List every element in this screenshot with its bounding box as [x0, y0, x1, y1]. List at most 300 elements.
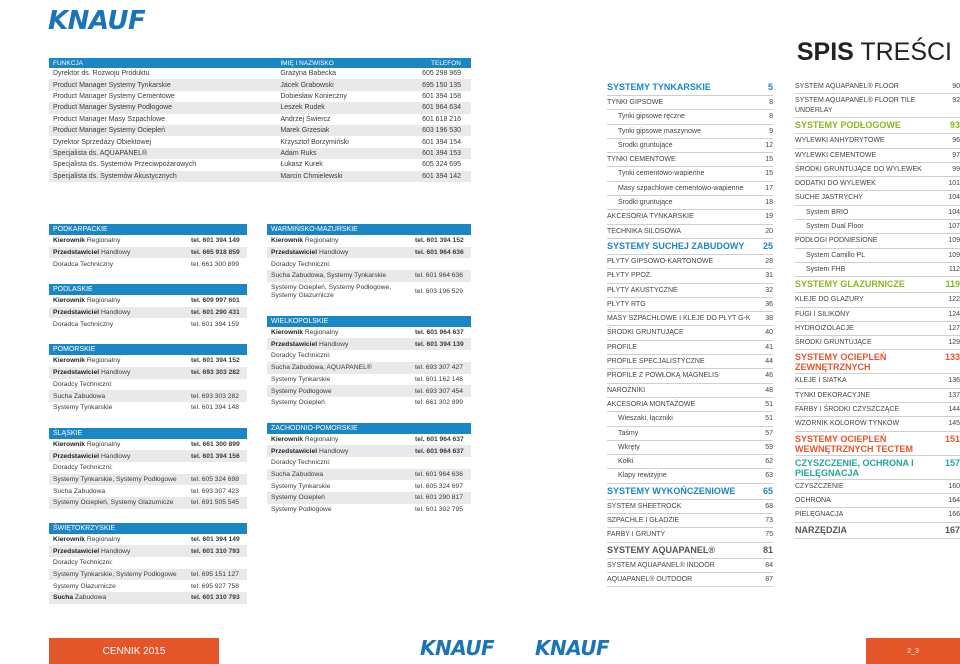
- region-label-text: Handlowy: [317, 249, 349, 257]
- toc-entry: [607, 369, 773, 383]
- toc-entry-title: System BRIO: [806, 208, 849, 216]
- region-phone: tel. 601 394 156: [191, 452, 240, 460]
- toc-entry: [795, 322, 960, 336]
- toc-entry: [795, 336, 960, 350]
- toc-entry: [795, 177, 960, 191]
- region-label-text: Systemy Tynkarskie, Systemy Podłogowe: [53, 475, 177, 483]
- toc-entry: [607, 255, 773, 269]
- region-row: [49, 557, 247, 569]
- region-row: [267, 434, 471, 446]
- region-phone: tel. 665 918 859: [191, 249, 240, 257]
- toc-entry-page: 97: [952, 151, 960, 159]
- region-name: PODLASKIE: [49, 284, 247, 295]
- toc-entry-title: CZYSZCZENIE, OCHRONA I PIELĘGNACJA: [795, 457, 914, 478]
- region-phone: tel. 691 505 545: [191, 499, 239, 507]
- toc-entry: [795, 206, 960, 220]
- toc-entry-title: Taśmy: [618, 429, 639, 437]
- toc-entry-page: 166: [948, 511, 960, 519]
- table-cell: Marcin Chmielewski: [276, 171, 391, 182]
- table-cell: Łukasz Kurek: [280, 161, 323, 169]
- region-phone: tel. 609 997 601: [191, 297, 240, 305]
- toc-entry-page: 59: [765, 443, 773, 451]
- region-label-text: Systemy Tynkarskie: [271, 375, 331, 383]
- region-label-bold: Kierownik: [53, 536, 85, 544]
- toc-entry-page: 104: [948, 194, 960, 202]
- toc-entry: [607, 284, 773, 298]
- region-label-bold: Przedstawiciel: [271, 249, 318, 257]
- toc-entry-title: TYNKI CEMENTOWE: [607, 156, 676, 164]
- table-cell: Specjalista ds. AQUAPANEL®: [49, 148, 276, 159]
- region-label-text: Regionalny: [84, 357, 121, 365]
- toc-entry: [795, 389, 960, 403]
- region-row: [267, 457, 471, 469]
- region-label: [53, 536, 120, 543]
- region-label-text: Systemy Ociepleń, Systemy Glazurnicze: [53, 499, 174, 507]
- table-row: [49, 171, 471, 182]
- toc-entry-page: 107: [948, 223, 960, 231]
- toc-entry: [795, 220, 960, 234]
- region-phone: tel. 601 162 148: [415, 375, 463, 383]
- region-label-text: Zabudowa: [73, 594, 107, 602]
- table-cell: 601 618 216: [422, 115, 461, 123]
- region-label: [271, 388, 332, 395]
- table-cell: 601 394 158: [422, 92, 461, 100]
- toc-entry-page: 96: [952, 137, 960, 145]
- region-label: [271, 364, 372, 371]
- region-row: [267, 338, 471, 350]
- toc-entry-title: ŚRODKI GRUNTUJĄCE DO WYLEWEK: [795, 165, 922, 173]
- toc-entry: [795, 163, 960, 177]
- region-row: [49, 474, 247, 486]
- region-label: [271, 448, 348, 455]
- toc-entry: [795, 308, 960, 322]
- region-label: [271, 483, 330, 490]
- region-label: [53, 321, 113, 328]
- region-label-text: Regionalny: [84, 536, 121, 544]
- region-label-text: Sucha Zabudowa, AQUAPANEL®: [271, 364, 372, 372]
- toc-entry: [607, 139, 773, 153]
- region-label-text: Sucha Zabudowa: [53, 487, 106, 495]
- table-row: [49, 159, 471, 170]
- toc-entry-page: 5: [767, 82, 773, 92]
- toc-entry-title: System Dual Floor: [806, 223, 864, 231]
- region-label-bold: Przedstawiciel: [53, 452, 100, 460]
- toc-entry: [607, 167, 773, 181]
- region-phone: tel. 693 303 282: [191, 392, 239, 400]
- toc-entry-page: 8: [769, 99, 773, 106]
- toc-entry-title: AKCESORIA MONTAŻOWE: [607, 400, 696, 408]
- region-row: [267, 362, 471, 374]
- region-label: [53, 476, 177, 483]
- region-label: [53, 488, 105, 495]
- region-label: [271, 399, 325, 406]
- region-phone: tel. 605 324 697: [415, 482, 463, 490]
- region-row: [49, 497, 247, 509]
- region-phone: tel. 695 927 758: [191, 582, 239, 590]
- region-label-bold: Przedstawiciel: [271, 447, 318, 455]
- toc-entry-title: DODATKI DO WYLEWEK: [795, 180, 876, 188]
- region-label-bold: Sucha: [53, 594, 74, 602]
- region-name: WIELKOPOLSKIE: [267, 316, 471, 327]
- region-label-bold: Kierownik: [271, 329, 303, 337]
- table-cell: Dyrektor ds. Rozwoju Produktu: [53, 70, 150, 78]
- toc-entry-page: 32: [765, 286, 773, 294]
- toc-entry: [795, 134, 960, 148]
- region-row: [49, 235, 247, 247]
- region-row: [267, 480, 471, 492]
- toc-entry: [607, 500, 773, 514]
- region-phone: tel. 601 394 152: [191, 357, 240, 365]
- toc-entry-page: 19: [765, 213, 773, 221]
- toc-entry-page: 51: [765, 400, 773, 408]
- region-phone: tel. 601 310 793: [191, 594, 240, 602]
- toc-entry-title: Masy szpachlowe cementowo-wapienne: [618, 184, 744, 192]
- region-row: [267, 327, 471, 339]
- toc-entry-page: 15: [765, 156, 773, 164]
- toc-entry-title: SYSTEM AQUAPANEL® FLOOR TILE UNDERLAY: [795, 97, 916, 115]
- region-name: ŚWIĘTOKRZYSKIE: [49, 523, 247, 534]
- toc-entry: [607, 269, 773, 283]
- region-phone: tel. 601 290 431: [191, 309, 240, 317]
- table-row: [49, 148, 471, 159]
- toc-entry-page: 137: [948, 391, 960, 399]
- toc-entry-title: PROFILE SPECJALISTYCZNE: [607, 358, 705, 366]
- knauf-logo-footer-2: KNAUF: [535, 636, 610, 660]
- region-phone: tel. 601 394 159: [191, 320, 239, 328]
- region-label-text: Regionalny: [84, 237, 121, 245]
- region-label-text: Systemy Ociepleń, Systemy Podłogowe, Systemy Glazurnicze: [271, 283, 392, 299]
- table-header: FUNKCJA: [49, 58, 276, 68]
- knauf-logo: KNAUF: [48, 6, 146, 36]
- table-cell: 601 394 153: [391, 148, 471, 159]
- toc-entry: [607, 298, 773, 312]
- toc-title: SPIS TREŚCI: [796, 38, 952, 66]
- table-row: [49, 136, 471, 147]
- region-label: [271, 506, 332, 513]
- region-label-text: Regionalny: [84, 440, 121, 448]
- toc-entry: [795, 277, 960, 293]
- region-row: [267, 469, 471, 481]
- toc-entry-title: SYSTEMY GLAZURNICZE: [795, 279, 905, 290]
- region-phone: tel. 601 310 793: [191, 547, 240, 555]
- table-cell: Andrzej Świercz: [280, 115, 331, 123]
- region-label-text: Systemy Tynkarskie: [53, 404, 113, 412]
- region-label-bold: Kierownik: [53, 237, 85, 245]
- toc-entry-title: HYDROIZOLACJE: [795, 324, 854, 332]
- region-label-text: Doradca Techniczny: [53, 320, 114, 328]
- toc-entry-page: 157: [944, 457, 960, 468]
- toc-entry-page: 93: [949, 120, 960, 131]
- region-phone: tel. 601 964 637: [415, 329, 464, 337]
- region-label: [53, 261, 113, 268]
- toc-entry-page: 25: [762, 240, 773, 251]
- region-phone: tel. 601 394 148: [191, 404, 239, 412]
- toc-entry-title: PŁYTY GIPSOWO-KARTONOWE: [607, 257, 714, 265]
- table-cell: Grażyna Babecka: [280, 70, 337, 78]
- toc-entry-page: 48: [765, 386, 773, 394]
- region-row: [267, 385, 471, 397]
- table-cell: Product Manager Systemy Cementowe: [53, 92, 175, 100]
- regions-middle-column: [267, 224, 471, 515]
- region-label: [53, 453, 130, 460]
- toc-entry-page: 36: [765, 300, 773, 308]
- toc-entry-title: OCHRONA: [795, 496, 831, 504]
- region-row: [49, 295, 247, 307]
- region-row: [49, 379, 247, 391]
- region-label: [53, 583, 116, 590]
- region-label: [53, 499, 173, 506]
- toc-entry-page: 38: [765, 315, 773, 323]
- region-phone: tel. 601 964 636: [415, 249, 464, 257]
- table-cell: Krzysztof Borzymiński: [280, 138, 349, 146]
- toc-entry-page: 65: [762, 485, 773, 496]
- toc-entry-title: NARZĘDZIA: [795, 524, 847, 535]
- region-row: [267, 282, 471, 302]
- region-label-text: Doradcy Techniczni:: [53, 464, 113, 472]
- region-label: [271, 329, 338, 336]
- toc-entry: [795, 149, 960, 163]
- region-phone: tel. 693 307 454: [415, 387, 463, 395]
- toc-entry-title: WZORNIK KOLORÓW TYNKÓW: [795, 420, 900, 428]
- region-label-text: Systemy Podłogowe: [271, 506, 332, 514]
- region-phone: tel. 693 307 427: [415, 364, 463, 372]
- region-row: [49, 247, 247, 259]
- toc-entry-title: SYSTEMY WYKOŃCZENIOWE: [607, 485, 736, 496]
- region-label: [271, 261, 331, 268]
- toc-entry-title: TYNKI GIPSOWE: [607, 99, 664, 106]
- toc-entry-title: SUCHE JASTRYCHY: [795, 194, 863, 202]
- region-label-bold: Kierownik: [271, 435, 303, 443]
- toc-entry-title: Tynki cementowo-wapienne: [618, 170, 705, 178]
- region-name: ŚLĄSKIE: [49, 428, 247, 439]
- table-cell: 601 394 142: [391, 171, 471, 182]
- toc-entry: [607, 469, 773, 483]
- region-label-text: Doradcy Techniczni:: [53, 380, 113, 388]
- toc-entry-title: PROFILE Z POWŁOKĄ MAGNELIS: [607, 372, 719, 380]
- toc-entry-title: MASY SZPACHLOWE I KLEJE DO PŁYT G-K: [607, 315, 751, 323]
- toc-entry: [607, 355, 773, 369]
- toc-entry: [607, 559, 773, 573]
- table-cell: Product Manager Masy Szpachlowe: [53, 115, 166, 123]
- toc-entry: [795, 432, 960, 456]
- toc-entry-title: SYSTEMY PODŁOGOWE: [795, 120, 901, 131]
- region-label-bold: Kierownik: [53, 440, 85, 448]
- region-label-bold: Przedstawiciel: [271, 340, 318, 348]
- region-row: [49, 569, 247, 581]
- region-row: [267, 374, 471, 386]
- region-label: [53, 237, 120, 244]
- toc-entry: [795, 234, 960, 248]
- toc-entry-page: 101: [948, 180, 960, 188]
- toc-entry-page: 84: [765, 561, 773, 569]
- region-block: [49, 428, 247, 509]
- table-cell: Product Manager Systemy Podłogowe: [49, 102, 276, 113]
- toc-entry-title: Kołki: [618, 458, 634, 466]
- toc-entry-page: 68: [765, 502, 773, 510]
- toc-entry-title: Wkręty: [618, 443, 640, 451]
- toc-entry-page: 41: [765, 343, 773, 351]
- toc-entry-page: 109: [948, 237, 960, 245]
- toc-entry-title: Środki gruntujące: [618, 141, 673, 149]
- region-label: [271, 376, 330, 383]
- region-row: [267, 492, 471, 504]
- region-row: [49, 402, 247, 414]
- region-label-bold: Przedstawiciel: [53, 369, 100, 377]
- region-label-text: Doradcy Techniczni:: [271, 260, 331, 268]
- toc-entry-page: 63: [765, 472, 773, 480]
- region-label-bold: Kierownik: [271, 237, 303, 245]
- toc-entry-title: FARBY I GRUNTY: [607, 531, 666, 539]
- toc-entry-title: Tynki gipsowe maszynowe: [618, 127, 701, 135]
- toc-entry-page: 51: [765, 415, 773, 423]
- region-row: [49, 307, 247, 319]
- toc-entry: [795, 403, 960, 417]
- table-cell: Jacek Grabowski: [276, 79, 391, 90]
- region-label-text: Handlowy: [99, 249, 131, 257]
- toc-entry: [795, 118, 960, 134]
- region-row: [49, 258, 247, 270]
- toc-entry: [795, 508, 960, 522]
- region-label-text: Systemy Tynkarskie, Systemy Podłogowe: [53, 571, 177, 579]
- toc-entry-page: 9: [769, 127, 773, 135]
- table-row: [49, 91, 471, 102]
- region-label-text: Doradcy Techniczni:: [271, 459, 331, 467]
- region-label: [53, 297, 120, 304]
- region-block: [49, 344, 247, 413]
- region-phone: tel. 661 302 899: [415, 399, 463, 407]
- table-cell: Leszek Rudek: [276, 102, 391, 113]
- toc-entry-page: 167: [944, 524, 960, 535]
- table-cell: Adam Ruks: [276, 148, 391, 159]
- region-label-text: Systemy Podłogowe: [271, 387, 332, 395]
- toc-entry-title: KLEJE I SIATKA: [795, 377, 847, 385]
- toc-entry: [607, 528, 773, 542]
- toc-entry-page: 18: [765, 199, 773, 207]
- region-block: [49, 284, 247, 330]
- toc-entry-title: FARBY I ŚRODKI CZYSZCZĄCE: [795, 406, 900, 414]
- toc-entry-page: 124: [948, 310, 960, 318]
- toc-entry-page: 160: [948, 482, 960, 490]
- region-label: [53, 404, 112, 411]
- toc-entry-title: ŚRODKI GRUNTUJĄCE: [607, 329, 684, 337]
- table-cell: 603 196 530: [391, 125, 471, 136]
- toc-entry-title: AKCESORIA TYNKARSKIE: [607, 213, 694, 221]
- region-phone: tel. 693 303 282: [191, 369, 240, 377]
- region-label-text: Regionalny: [302, 237, 339, 245]
- region-phone: tel. 601 302 795: [415, 506, 463, 514]
- region-name: WARMIŃSKO-MAZURSKIE: [267, 224, 471, 235]
- toc-entry-title: AQUAPANEL® OUTDOOR: [607, 575, 693, 583]
- toc-entry-page: 57: [765, 429, 773, 437]
- toc-entry-page: 92: [952, 97, 960, 105]
- toc-entry-title: PIELĘGNACJA: [795, 511, 844, 519]
- region-label: [53, 559, 113, 566]
- toc-entry: [607, 427, 773, 441]
- region-phone: tel. 661 300 899: [191, 260, 239, 268]
- toc-entry: [607, 341, 773, 355]
- region-row: [49, 450, 247, 462]
- region-label: [53, 571, 177, 578]
- table-cell: Dobiesław Konieczny: [280, 92, 347, 100]
- region-label: [271, 249, 348, 256]
- region-label: [271, 494, 325, 501]
- region-block: [267, 224, 471, 302]
- toc-entry: [607, 484, 773, 500]
- toc-entry: [607, 543, 773, 559]
- table-cell: Specjalista ds. Systemów Akustycznych: [49, 171, 276, 182]
- region-name: ZACHODNIO-POMORSKIE: [267, 423, 471, 434]
- toc-entry-page: 99: [952, 165, 960, 173]
- toc-entry-page: 44: [765, 358, 773, 366]
- toc-entry: [607, 573, 773, 587]
- region-row: [49, 355, 247, 367]
- knauf-logo-footer-1: KNAUF: [420, 636, 495, 660]
- region-row: [49, 545, 247, 557]
- table-row: [49, 125, 471, 136]
- region-label: [271, 352, 331, 359]
- table-cell: 601 964 634: [391, 102, 471, 113]
- toc-entry: [795, 494, 960, 508]
- toc-entry-title: Tynki gipsowe ręczne: [618, 113, 685, 121]
- region-phone: tel. 601 964 637: [415, 447, 464, 455]
- region-row: [49, 485, 247, 497]
- toc-entry-page: 164: [948, 496, 960, 504]
- toc-entry-page: 20: [765, 227, 773, 235]
- toc-entry: [607, 441, 773, 455]
- toc-entry: [607, 384, 773, 398]
- toc-entry: [607, 514, 773, 528]
- region-label-text: Handlowy: [317, 447, 349, 455]
- region-label: [271, 459, 331, 466]
- region-row: [49, 534, 247, 546]
- toc-entry-title: PROFILE: [607, 343, 637, 351]
- toc-entry-title: PODŁOGI PODNIESIONE: [795, 237, 878, 245]
- region-label-text: Systemy Ociepleń: [271, 494, 325, 502]
- region-phone: tel. 603 196 529: [415, 287, 463, 295]
- region-name: POMORSKIE: [49, 344, 247, 355]
- region-row: [267, 235, 471, 247]
- toc-entry-page: 90: [952, 83, 960, 90]
- toc-entry: [607, 326, 773, 340]
- toc-entry: [607, 96, 773, 110]
- table-cell: 605 298 969: [422, 70, 461, 78]
- toc-entry: [795, 80, 960, 94]
- region-label-text: Handlowy: [99, 369, 131, 377]
- region-row: [49, 580, 247, 592]
- region-label: [53, 381, 113, 388]
- toc-entry-title: System FHB: [806, 265, 846, 273]
- region-label-text: Handlowy: [317, 340, 349, 348]
- toc-entry: [795, 293, 960, 307]
- toc-entry-title: SYSTEMY OCIEPLEŃ WEWNĘTRZNYCH TECTEM: [795, 433, 913, 454]
- toc-entry: [607, 312, 773, 326]
- toc-entry: [607, 80, 773, 96]
- region-label-text: Systemy Tynkarskie: [271, 482, 331, 490]
- toc-entry-title: SYSTEMY AQUAPANEL®: [607, 544, 715, 555]
- toc-entry-page: 136: [948, 377, 960, 385]
- toc-entry-page: 46: [765, 372, 773, 380]
- toc-entry-title: SYSTEM AQUAPANEL® INDOOR: [607, 561, 715, 569]
- region-phone: tel. 601 394 149: [191, 536, 240, 544]
- region-label-text: Doradca Techniczny: [53, 260, 114, 268]
- region-label: [53, 393, 105, 400]
- region-row: [49, 462, 247, 474]
- toc-entry: [607, 455, 773, 469]
- region-label-bold: Przedstawiciel: [53, 249, 100, 257]
- region-label-text: Regionalny: [84, 297, 121, 305]
- toc-entry-page: 31: [765, 272, 773, 280]
- region-label: [53, 594, 106, 601]
